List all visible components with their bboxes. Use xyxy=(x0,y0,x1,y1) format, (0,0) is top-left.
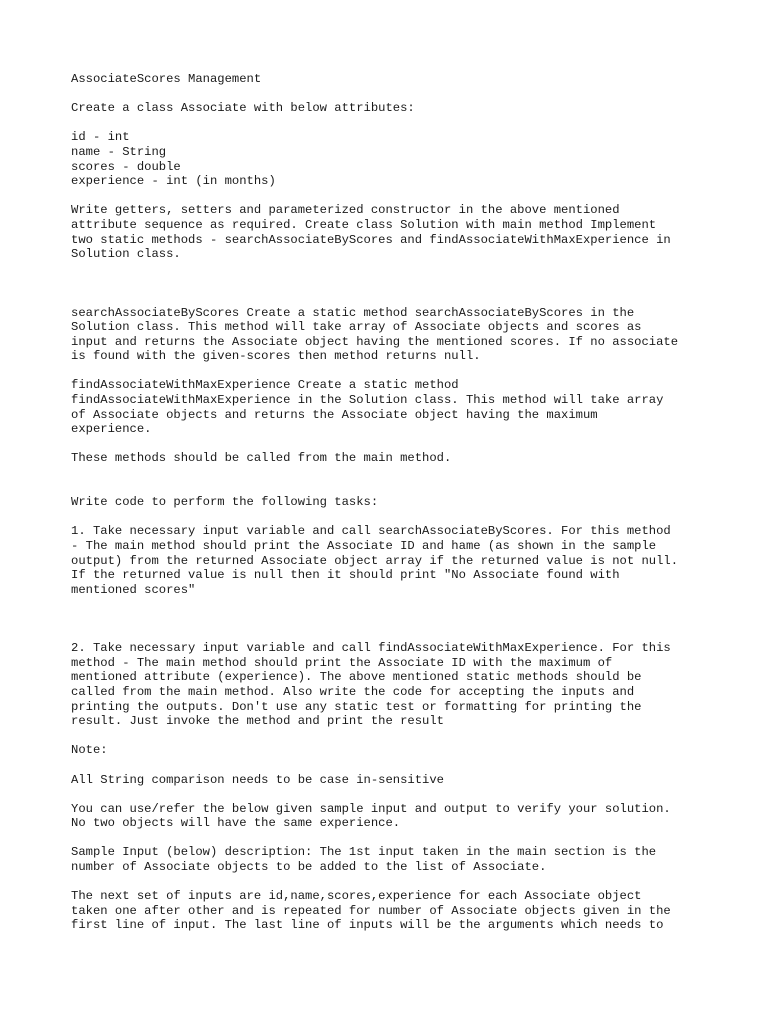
text-line: output) from the returned Associate object array if the returned value is not null. xyxy=(71,553,679,568)
text-line: first line of input. The last line of inputs will be the arguments which needs to xyxy=(71,918,664,933)
blank-line xyxy=(71,437,711,452)
text-line: searchAssociateByScores Create a static method searchAssociateByScores in the xyxy=(71,305,635,320)
blank-line xyxy=(71,276,711,291)
blank-line xyxy=(71,787,711,802)
text-line: All String comparison needs to be case in-sensitive xyxy=(71,772,444,787)
text-line: experience - int (in months) xyxy=(71,174,276,189)
text-line: AssociateScores Management xyxy=(71,72,262,86)
text-line: Write getters, setters and parameterized constructor in the above mentioned xyxy=(71,203,620,218)
text-line: number of Associate objects to be added to the list of Associate. xyxy=(71,860,547,875)
blank-line xyxy=(71,831,711,846)
text-line: mentioned scores" xyxy=(71,582,196,597)
blank-line xyxy=(71,189,711,204)
text-line: result. Just invoke the method and print the result xyxy=(71,714,444,729)
text-line: mentioned attribute (experience). The above mentioned static methods should be xyxy=(71,670,642,685)
blank-line xyxy=(71,758,711,773)
text-line: called from the main method. Also write the code for accepting the inputs and xyxy=(71,684,635,699)
text-line: No two objects will have the same experience. xyxy=(71,816,401,831)
text-line: method - The main method should print the Associate ID with the maximum of xyxy=(71,655,613,670)
text-line: These methods should be called from the main method. xyxy=(71,451,452,466)
text-line: Write code to perform the following tasks: xyxy=(71,495,379,510)
text-line: If the returned value is null then it should print "No Associate found with xyxy=(71,568,620,583)
text-line: name - String xyxy=(71,144,167,159)
text-line: id - int xyxy=(71,130,130,145)
blank-line xyxy=(71,87,711,102)
blank-line xyxy=(71,291,711,306)
text-line: experience. xyxy=(71,422,152,437)
blank-line xyxy=(71,116,711,131)
blank-line xyxy=(71,262,711,277)
text-line: findAssociateWithMaxExperience in the Solution class. This method will take array xyxy=(71,393,664,408)
blank-line xyxy=(71,627,711,642)
text-line: is found with the given-scores then method returns null. xyxy=(71,349,481,364)
text-line: - The main method should print the Associate ID and hame (as shown in the sample xyxy=(71,539,657,553)
text-line: Create a class Associate with below attributes: xyxy=(71,101,415,116)
text-line: Solution class. This method will take array of Associate objects and scores as xyxy=(71,320,642,335)
text-line: Solution class. xyxy=(71,247,181,262)
text-line: You can use/refer the below given sample input and output to verify your solution. xyxy=(71,801,671,816)
text-line: taken one after other and is repeated for number of Associate objects given in the xyxy=(71,903,671,918)
blank-line xyxy=(71,875,711,890)
text-line: scores - double xyxy=(71,159,181,174)
text-line: The next set of inputs are id,name,scores,experience for each Associate object xyxy=(71,889,642,904)
text-line: printing the outputs. Don't use any static test or formatting for printing the xyxy=(71,699,642,714)
blank-line xyxy=(71,364,711,379)
text-line: of Associate objects and returns the Associate object having the maximum xyxy=(71,407,598,422)
text-line: 1. Take necessary input variable and call searchAssociateByScores. For this method xyxy=(71,524,671,539)
text-line: 2. Take necessary input variable and call findAssociateWithMaxExperience. For this xyxy=(71,641,671,656)
text-line: input and returns the Associate object having the mentioned scores. If no associate xyxy=(71,334,679,349)
text-line: attribute sequence as required. Create class Solution with main method Implement xyxy=(71,217,657,232)
text-line: Sample Input (below) description: The 1st input taken in the main section is the xyxy=(71,845,657,860)
text-line: two static methods - searchAssociateByScores and findAssociateWithMaxExperience in xyxy=(71,232,671,247)
blank-line xyxy=(71,612,711,627)
blank-line xyxy=(71,597,711,612)
document-page xyxy=(71,72,711,933)
blank-line xyxy=(71,510,711,525)
blank-line xyxy=(71,466,711,481)
blank-line xyxy=(71,481,711,496)
text-line: Note: xyxy=(71,743,108,758)
text-line: findAssociateWithMaxExperience Create a static method xyxy=(71,378,459,393)
blank-line xyxy=(71,729,711,744)
